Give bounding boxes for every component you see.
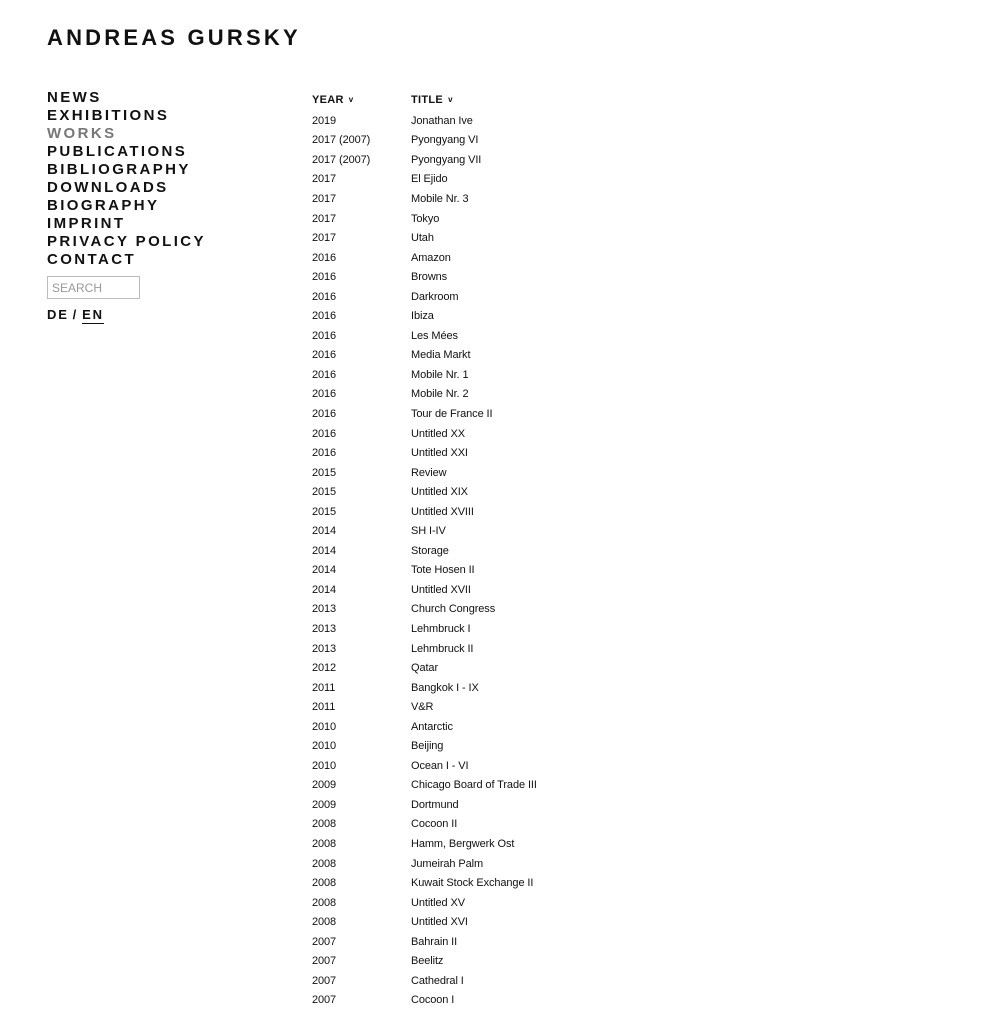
work-title: Untitled XIX bbox=[411, 486, 468, 499]
work-row[interactable] bbox=[312, 248, 712, 268]
work-year: 2010 bbox=[312, 720, 337, 733]
work-row[interactable] bbox=[312, 170, 712, 190]
work-title: Beelitz bbox=[411, 955, 444, 968]
title-header-label: TITLE bbox=[411, 94, 444, 106]
work-year: 2009 bbox=[312, 798, 337, 811]
work-row[interactable] bbox=[312, 991, 712, 1010]
work-year: 2007 bbox=[312, 935, 337, 948]
work-row[interactable] bbox=[312, 776, 712, 796]
work-year: 2016 bbox=[312, 271, 337, 284]
work-year: 2010 bbox=[312, 740, 337, 753]
work-year: 2008 bbox=[312, 916, 337, 929]
work-row[interactable] bbox=[312, 228, 712, 248]
work-year: 2008 bbox=[312, 857, 337, 870]
nav-item-news[interactable]: NEWS bbox=[47, 89, 102, 106]
work-year: 2016 bbox=[312, 349, 337, 362]
work-year: 2017 bbox=[312, 173, 337, 186]
lang-separator: / bbox=[72, 307, 79, 322]
work-title: Amazon bbox=[411, 251, 451, 264]
nav-item-downloads[interactable]: DOWNLOADS bbox=[47, 179, 169, 196]
work-row[interactable] bbox=[312, 404, 712, 424]
work-title: Bahrain II bbox=[411, 935, 458, 948]
work-row[interactable] bbox=[312, 111, 712, 131]
work-title: Hamm, Bergwerk Ost bbox=[411, 838, 515, 850]
work-row[interactable] bbox=[312, 385, 712, 405]
work-row[interactable] bbox=[312, 971, 712, 991]
work-year: 2017 bbox=[312, 232, 337, 245]
work-year: 2016 bbox=[312, 427, 337, 440]
work-title: Untitled XVI bbox=[411, 916, 468, 929]
work-title: Mobile Nr. 3 bbox=[411, 192, 469, 205]
work-title: Lehmbruck II bbox=[411, 642, 474, 655]
work-row[interactable] bbox=[312, 189, 712, 209]
work-row[interactable] bbox=[312, 365, 712, 385]
works-list bbox=[312, 90, 712, 1010]
nav-item-works[interactable]: WORKS bbox=[47, 125, 117, 142]
nav-item-bibliography[interactable]: BIBLIOGRAPHY bbox=[47, 161, 191, 178]
search-input[interactable] bbox=[47, 276, 140, 299]
work-row[interactable] bbox=[312, 795, 712, 815]
work-row[interactable] bbox=[312, 697, 712, 717]
work-row[interactable] bbox=[312, 463, 712, 483]
work-year: 2009 bbox=[312, 779, 337, 792]
work-year: 2017 bbox=[312, 212, 337, 225]
work-title: Jumeirah Palm bbox=[411, 857, 484, 870]
work-row[interactable] bbox=[312, 541, 712, 561]
work-title: Dortmund bbox=[411, 798, 459, 811]
work-row[interactable] bbox=[312, 131, 712, 151]
work-year: 2008 bbox=[312, 896, 337, 909]
work-title: Les Mées bbox=[411, 329, 458, 342]
work-row[interactable] bbox=[312, 600, 712, 620]
work-year: 2014 bbox=[312, 525, 337, 538]
work-title: Review bbox=[411, 466, 447, 479]
work-title: Darkroom bbox=[411, 290, 459, 303]
work-title: Untitled XV bbox=[411, 896, 465, 909]
work-row[interactable] bbox=[312, 952, 712, 972]
work-row[interactable] bbox=[312, 561, 712, 581]
work-year: 2007 bbox=[312, 974, 337, 987]
work-row[interactable] bbox=[312, 756, 712, 776]
work-row[interactable] bbox=[312, 854, 712, 874]
work-title: Chicago Board of Trade III bbox=[411, 779, 537, 792]
work-year: 2016 bbox=[312, 447, 337, 460]
work-title: Storage bbox=[411, 544, 449, 557]
work-title: Tour de France II bbox=[411, 407, 493, 420]
work-row[interactable] bbox=[312, 346, 712, 366]
work-year: 2016 bbox=[312, 368, 337, 381]
work-year: 2011 bbox=[312, 701, 336, 714]
work-year: 2017 bbox=[312, 192, 337, 205]
work-rows bbox=[312, 111, 712, 1010]
sort-by-year[interactable] bbox=[312, 94, 411, 106]
work-row[interactable] bbox=[312, 737, 712, 757]
work-row[interactable] bbox=[312, 306, 712, 326]
main-nav bbox=[47, 89, 287, 269]
lang-en-link[interactable]: EN bbox=[82, 307, 104, 322]
work-row[interactable] bbox=[312, 482, 712, 502]
work-year: 2016 bbox=[312, 290, 337, 303]
work-title: Lehmbruck I bbox=[411, 622, 471, 635]
work-title: Utah bbox=[411, 232, 434, 245]
work-year: 2010 bbox=[312, 759, 337, 772]
nav-item-publications[interactable]: PUBLICATIONS bbox=[47, 143, 188, 160]
work-title: Bangkok I - IX bbox=[411, 681, 479, 694]
site-title[interactable]: ANDREAS GURSKY bbox=[47, 25, 301, 50]
nav-item-imprint[interactable]: IMPRINT bbox=[47, 215, 126, 232]
work-year: 2008 bbox=[312, 838, 337, 850]
work-row[interactable] bbox=[312, 717, 712, 737]
work-title: Cathedral I bbox=[411, 974, 464, 987]
work-row[interactable] bbox=[312, 150, 712, 170]
work-title: Cocoon II bbox=[411, 818, 458, 831]
work-title: Media Markt bbox=[411, 349, 471, 362]
work-year: 2013 bbox=[312, 603, 337, 616]
nav-item-biography[interactable]: BIOGRAPHY bbox=[47, 197, 160, 214]
work-title: Kuwait Stock Exchange II bbox=[411, 877, 534, 890]
language-switch bbox=[47, 306, 104, 324]
nav-item-exhibitions[interactable]: EXHIBITIONS bbox=[47, 107, 170, 124]
work-row[interactable] bbox=[312, 678, 712, 698]
work-title: V&R bbox=[411, 701, 434, 714]
work-title: Mobile Nr. 2 bbox=[411, 388, 469, 401]
nav-item-privacy-policy[interactable]: PRIVACY POLICY bbox=[47, 233, 206, 250]
work-row[interactable] bbox=[312, 912, 712, 932]
work-year: 2012 bbox=[312, 662, 337, 675]
work-year: 2014 bbox=[312, 583, 337, 596]
work-year: 2015 bbox=[312, 466, 337, 479]
work-row[interactable] bbox=[312, 815, 712, 835]
work-title: Qatar bbox=[411, 662, 439, 675]
work-year: 2015 bbox=[312, 505, 337, 518]
chevron-down-icon: v bbox=[448, 95, 453, 104]
work-row[interactable] bbox=[312, 502, 712, 522]
work-year: 2016 bbox=[312, 251, 337, 264]
work-year: 2017 (2007) bbox=[312, 153, 371, 166]
work-year: 2008 bbox=[312, 818, 337, 831]
work-title: Ocean I - VI bbox=[411, 759, 469, 772]
work-title: Beijing bbox=[411, 740, 444, 753]
nav-item-contact[interactable]: CONTACT bbox=[47, 251, 137, 268]
work-title: Tokyo bbox=[411, 212, 440, 225]
work-title: Antarctic bbox=[411, 720, 453, 733]
work-title: El Ejido bbox=[411, 173, 448, 186]
work-year: 2007 bbox=[312, 955, 337, 968]
work-year: 2014 bbox=[312, 544, 337, 557]
work-year: 2013 bbox=[312, 622, 337, 635]
sort-by-title[interactable] bbox=[411, 94, 712, 106]
work-row[interactable] bbox=[312, 932, 712, 952]
work-year: 2016 bbox=[312, 407, 337, 420]
work-title: Cocoon I bbox=[411, 994, 455, 1007]
work-year: 2016 bbox=[312, 329, 337, 342]
work-row[interactable] bbox=[312, 639, 712, 659]
work-row[interactable] bbox=[312, 326, 712, 346]
work-title: Mobile Nr. 1 bbox=[411, 368, 469, 381]
work-title: Pyongyang VI bbox=[411, 134, 479, 147]
lang-de-link[interactable]: DE bbox=[47, 307, 69, 322]
work-year: 2015 bbox=[312, 486, 337, 499]
work-row[interactable] bbox=[312, 893, 712, 913]
work-title: Untitled XX bbox=[411, 427, 465, 440]
work-row[interactable] bbox=[312, 443, 712, 463]
work-title: Pyongyang VII bbox=[411, 153, 482, 166]
work-row[interactable] bbox=[312, 267, 712, 287]
work-title: Browns bbox=[411, 271, 448, 284]
list-header bbox=[312, 90, 712, 110]
work-row[interactable] bbox=[312, 424, 712, 444]
work-year: 2014 bbox=[312, 564, 337, 577]
work-year: 2013 bbox=[312, 642, 337, 655]
work-row[interactable] bbox=[312, 834, 712, 854]
work-year: 2016 bbox=[312, 310, 337, 323]
work-year: 2007 bbox=[312, 994, 337, 1007]
year-header-label: YEAR bbox=[312, 94, 344, 106]
work-title: Untitled XVIII bbox=[411, 505, 474, 518]
work-title: Untitled XVII bbox=[411, 583, 471, 596]
work-row[interactable] bbox=[312, 287, 712, 307]
work-year: 2011 bbox=[312, 681, 336, 694]
work-title: Ibiza bbox=[411, 310, 434, 323]
chevron-down-icon: v bbox=[348, 95, 354, 104]
work-row[interactable] bbox=[312, 619, 712, 639]
work-row[interactable] bbox=[312, 521, 712, 541]
work-year: 2019 bbox=[312, 114, 337, 127]
work-row[interactable] bbox=[312, 873, 712, 893]
work-title: Tote Hosen II bbox=[411, 564, 475, 577]
work-title: Church Congress bbox=[411, 603, 496, 616]
work-row[interactable] bbox=[312, 658, 712, 678]
work-year: 2016 bbox=[312, 388, 337, 401]
work-year: 2008 bbox=[312, 877, 337, 890]
work-title: Untitled XXI bbox=[411, 447, 468, 460]
work-title: Jonathan Ive bbox=[411, 114, 473, 127]
work-title: SH I-IV bbox=[411, 525, 446, 538]
work-row[interactable] bbox=[312, 580, 712, 600]
work-row[interactable] bbox=[312, 209, 712, 229]
work-year: 2017 (2007) bbox=[312, 134, 371, 147]
